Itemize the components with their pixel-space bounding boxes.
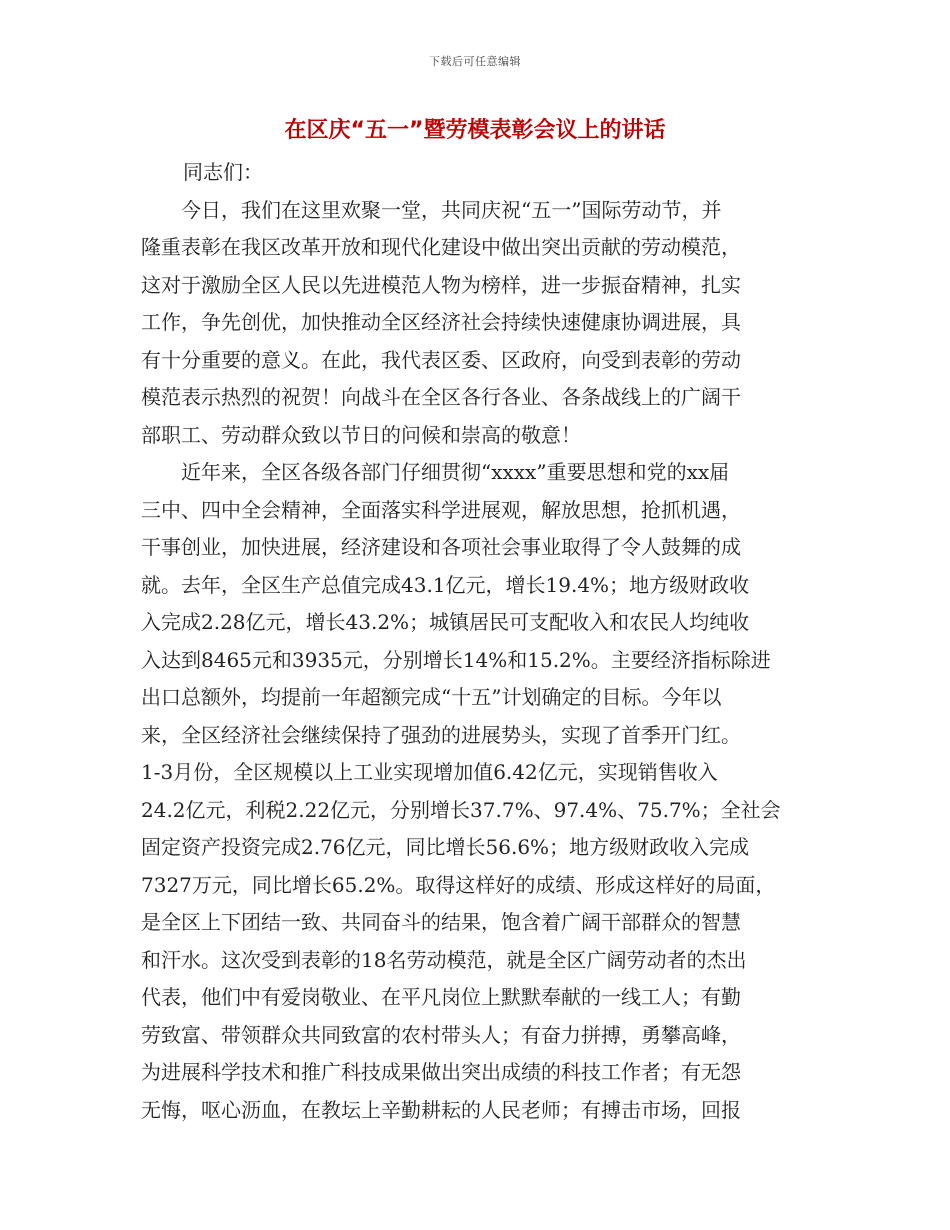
body-line: 1-3月份，全区规模以上工业实现增加值6.42亿元，实现销售收入 (141, 760, 718, 784)
body-line: 工作，争先创优，加快推动全区经济社会持续快速健康协调进展，具 (141, 310, 741, 334)
body-line: 出口总额外，均提前一年超额完成“十五”计划确定的目标。今年以 (141, 685, 722, 709)
body-line: 部职工、劳动群众致以节日的问候和崇高的敬意！ (141, 422, 581, 447)
body-line: 为进展科学技术和推广科技成果做出突出成绩的科技工作者；有无怨 (141, 1060, 741, 1084)
body-line: 模范表示热烈的祝贺！向战斗在全区各行各业、各条战线上的广阔干 (141, 385, 741, 409)
body-line: 三中、四中全会精神，全面落实科学进展观，解放思想，抢抓机遇， (141, 497, 741, 522)
body-line: 入达到8465元和3935元，分别增长14%和15.2%。主要经济指标除进 (141, 647, 771, 672)
body-line: 无悔，呕心沥血，在教坛上辛勤耕耘的人民老师；有搏击市场，回报 (141, 1097, 741, 1122)
body-line: 固定资产投资完成2.76亿元，同比增长56.6%；地方级财政收入完成 (141, 835, 750, 859)
body-line: 这对于激励全区人民以先进模范人物为榜样，进一步振奋精神，扎实 (141, 272, 741, 297)
body-line: 干事创业，加快进展，经济建设和各项社会事业取得了令人鼓舞的成 (141, 535, 741, 559)
body-line: 今日，我们在这里欢聚一堂，共同庆祝“五一”国际劳动节，并 (141, 197, 722, 222)
page-header: 下载后可任意编辑 (429, 55, 521, 68)
body-line: 7327万元，同比增长65.2%。取得这样好的成绩、形成这样好的局面， (141, 872, 776, 897)
body-line: 来，全区经济社会继续保持了强劲的进展势头，实现了首季开门红。 (141, 722, 741, 747)
body-line: 有十分重要的意义。在此，我代表区委、区政府，向受到表彰的劳动 (141, 347, 741, 372)
body-line: 24.2亿元，利税2.22亿元，分别增长37.7%、97.4%、75.7%；全社会 (141, 797, 781, 822)
body-line: 和汗水。这次受到表彰的18名劳动模范，就是全区广阔劳动者的杰出 (141, 947, 747, 972)
body-line: 是全区上下团结一致、共同奋斗的结果，饱含着广阔干部群众的智慧 (141, 910, 741, 934)
body-line: 代表，他们中有爱岗敬业、在平凡岗位上默默奉献的一线工人；有勤 (141, 985, 741, 1009)
body-line: 劳致富、带领群众共同致富的农村带头人；有奋力拼搏，勇攀高峰， (141, 1022, 741, 1047)
salutation: 同志们： (183, 160, 263, 184)
document-body (141, 154, 809, 1129)
body-line: 就。去年，全区生产总值完成43.1亿元，增长19.4%；地方级财政收 (141, 572, 750, 597)
body-line: 隆重表彰在我区改革开放和现代化建设中做出突出贡献的劳动模范， (141, 235, 741, 259)
body-line: 入完成2.28亿元，增长43.2%；城镇居民可支配收入和农民人均纯收 (141, 610, 750, 634)
document-title: 在区庆“五一”暨劳模表彰会议上的讲话 (284, 118, 666, 143)
body-line: 近年来，全区各级各部门仔细贯彻“xxxx”重要思想和党的xx届 (141, 460, 730, 484)
